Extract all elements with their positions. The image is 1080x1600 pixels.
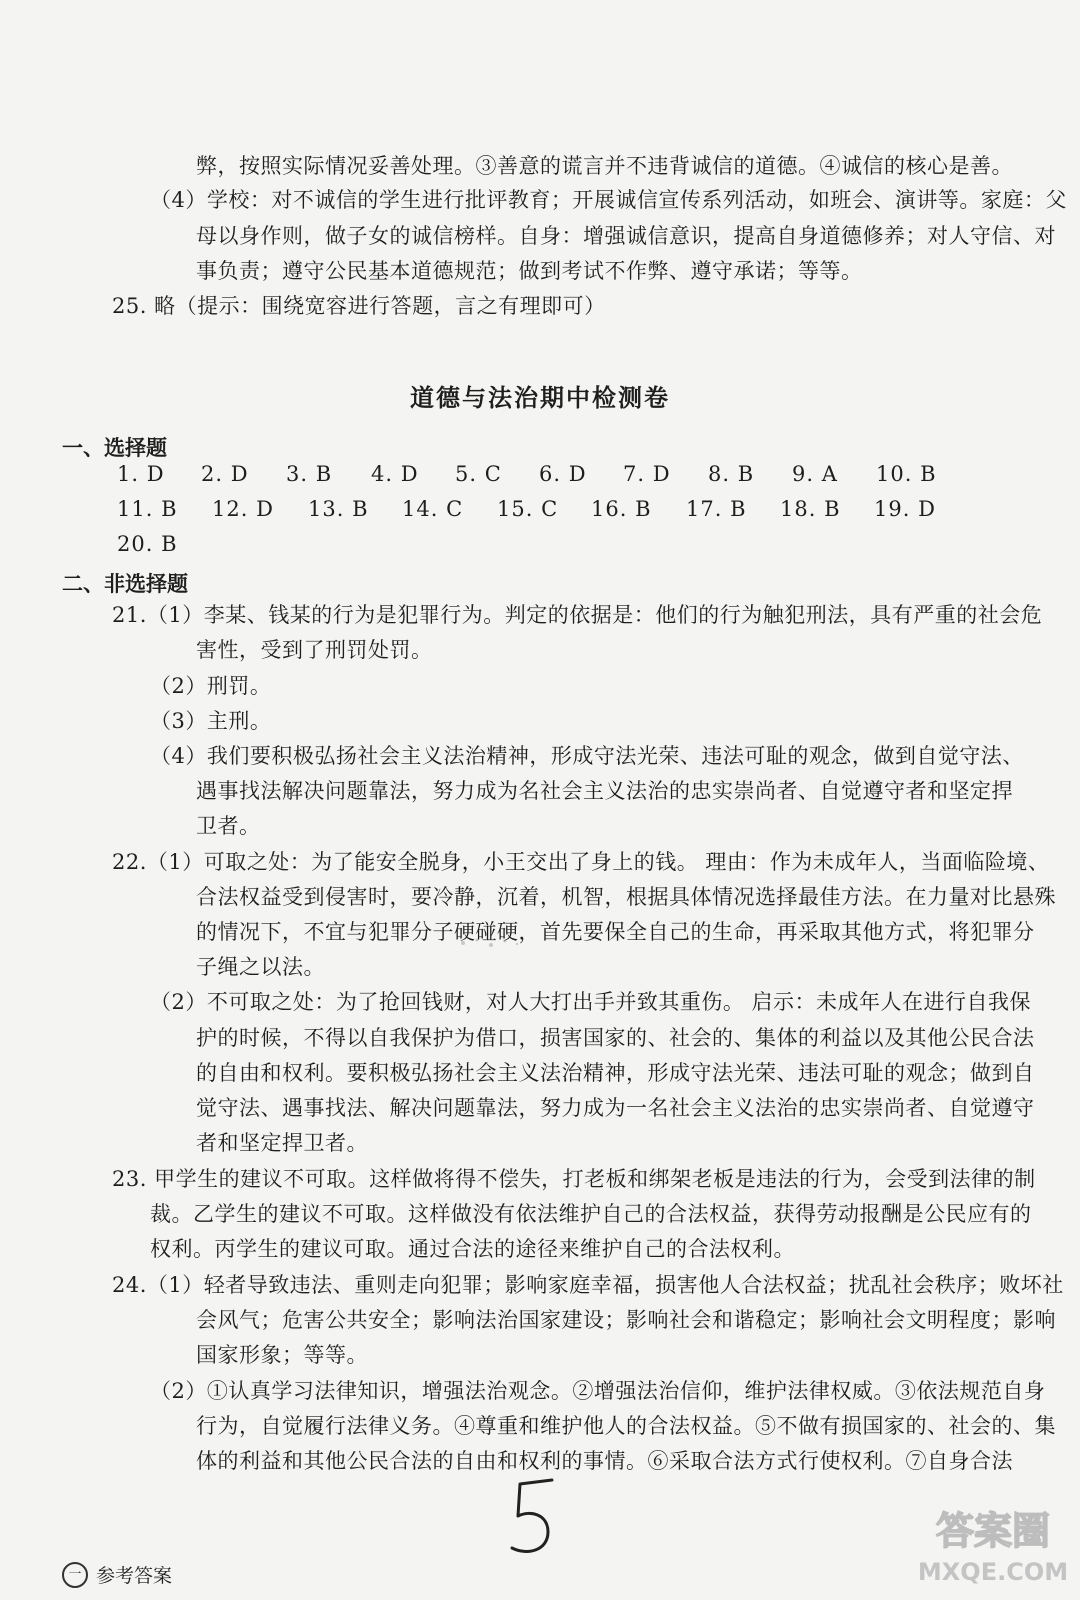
text-line: （2）不可取之处：为了抢回钱财，对人大打出手并致其重伤。 启示：未成年人在进行自我保 [150, 990, 1032, 1014]
text-line: 护的时候，不得以自我保护为借口，损害国家的、社会的、集体的利益以及其他公民合法 [196, 1026, 1035, 1050]
text-line: 裁。乙学生的建议不可取。这样做没有依法维护自己的合法权益，获得劳动报酬是公民应有的 [150, 1202, 1032, 1226]
text-line: （2）刑罚。 [150, 674, 272, 698]
choice-item: 18. B [780, 497, 841, 521]
text-line: 22.（1）可取之处：为了能安全脱身，小王交出了身上的钱。 理由：作为未成年人，当面临险境、 [112, 850, 1050, 874]
text-line: 国家形象；等等。 [196, 1343, 368, 1367]
watermark-text: 答案圈 [935, 1509, 1051, 1553]
choice-item: 13. B [308, 497, 369, 521]
text-line: 的自由和权利。要积极弘扬社会主义法治精神，形成守法光荣、违法可耻的观念；做到自 [196, 1061, 1035, 1085]
watermark-logo [918, 1500, 1068, 1590]
text-line: （3）主刑。 [150, 709, 272, 733]
text-line: 行为，自觉履行法律义务。④尊重和维护他人的合法权益。⑤不做有损国家的、社会的、集 [196, 1414, 1056, 1438]
choice-item: 15. C [497, 497, 559, 521]
handwritten-page-mark [500, 1472, 570, 1562]
text-line: 会风气；危害公共安全；影响法治国家建设；影响社会和谐稳定；影响社会文明程度；影响 [196, 1308, 1056, 1332]
page-title: 道德与法治期中检测卷 [410, 383, 670, 412]
text-line: 害性，受到了刑罚处罚。 [196, 638, 433, 662]
choice-item: 11. B [117, 497, 178, 521]
choice-item: 17. B [686, 497, 747, 521]
footer-label: 参考答案 [96, 1565, 173, 1587]
text-line: 25. 略（提示：围绕宽容进行答题，言之有理即可） [112, 294, 606, 318]
text-line: 母以身作则，做子女的诚信榜样。自身：增强诚信意识，提高自身道德修养；对人守信、对 [196, 224, 1056, 248]
text-line: 觉守法、遇事找法、解决问题靠法，努力成为一名社会主义法治的忠实崇尚者、自觉遵守 [196, 1096, 1035, 1120]
section-heading: 一、选择题 [62, 435, 167, 460]
page-footer [62, 1561, 172, 1588]
choice-item: 5. C [455, 462, 502, 486]
choice-item: 20. B [117, 532, 178, 556]
choice-item: 8. B [708, 462, 755, 486]
choice-item: 9. A [792, 462, 838, 486]
text-line: 权利。丙学生的建议可取。通过合法的途径来维护自己的合法权利。 [150, 1237, 795, 1261]
choice-item: 10. B [876, 462, 937, 486]
choice-item: 19. D [874, 497, 936, 521]
section-heading: 二、非选择题 [62, 571, 188, 596]
text-line: 者和坚定捍卫者。 [196, 1131, 368, 1155]
text-line: 遇事找法解决问题靠法，努力成为名社会主义法治的忠实崇尚者、自觉遵守者和坚定捍 [196, 779, 1013, 803]
choice-item: 12. D [212, 497, 274, 521]
watermark-domain: MXQE.COM [918, 1558, 1068, 1586]
text-line: 弊，按照实际情况妥善处理。③善意的谎言并不违背诚信的道德。④诚信的核心是善。 [196, 154, 1013, 178]
ink-smudge [455, 934, 525, 952]
text-line: 卫者。 [196, 814, 261, 838]
text-line: （4）我们要积极弘扬社会主义法治精神，形成守法光荣、违法可耻的观念，做到自觉守法、 [150, 744, 1024, 768]
choice-item: 16. B [591, 497, 652, 521]
text-line: 事负责；遵守公民基本道德规范；做到考试不作弊、遵守承诺；等等。 [196, 259, 863, 283]
text-line: 合法权益受到侵害时，要冷静，沉着，机智，根据具体情况选择最佳方法。在力量对比悬殊 [196, 885, 1056, 909]
choice-item: 4. D [371, 462, 419, 486]
text-line: 24.（1）轻者导致违法、重则走向犯罪；影响家庭幸福，损害他人合法权益；扰乱社会秩序；败坏社 [112, 1273, 1064, 1297]
section-marker-icon: 一 [62, 1562, 88, 1588]
text-line: 子绳之以法。 [196, 955, 325, 979]
text-line: 体的利益和其他公民合法的自由和权利的事情。⑥采取合法方式行使权利。⑦自身合法 [196, 1449, 1013, 1473]
text-line: （4）学校：对不诚信的学生进行批评教育；开展诚信宣传系列活动，如班会、演讲等。家庭：父 [150, 188, 1067, 212]
choice-item: 1. D [117, 462, 165, 486]
choice-item: 2. D [201, 462, 249, 486]
choice-item: 6. D [539, 462, 587, 486]
choice-item: 7. D [623, 462, 671, 486]
text-line: 21.（1）李某、钱某的行为是犯罪行为。判定的依据是：他们的行为触犯刑法，具有严重的社会危 [112, 603, 1043, 627]
text-line: 的情况下，不宜与犯罪分子硬碰硬，首先要保全自己的生命，再采取其他方式，将犯罪分 [196, 920, 1035, 944]
choice-item: 14. C [402, 497, 464, 521]
choice-item: 3. B [286, 462, 333, 486]
text-line: （2）①认真学习法律知识，增强法治观念。②增强法治信仰，维护法律权威。③依法规范自身 [150, 1379, 1046, 1403]
text-line: 23. 甲学生的建议不可取。这样做将得不偿失，打老板和绑架老板是违法的行为，会受到法律的制 [112, 1167, 1036, 1191]
